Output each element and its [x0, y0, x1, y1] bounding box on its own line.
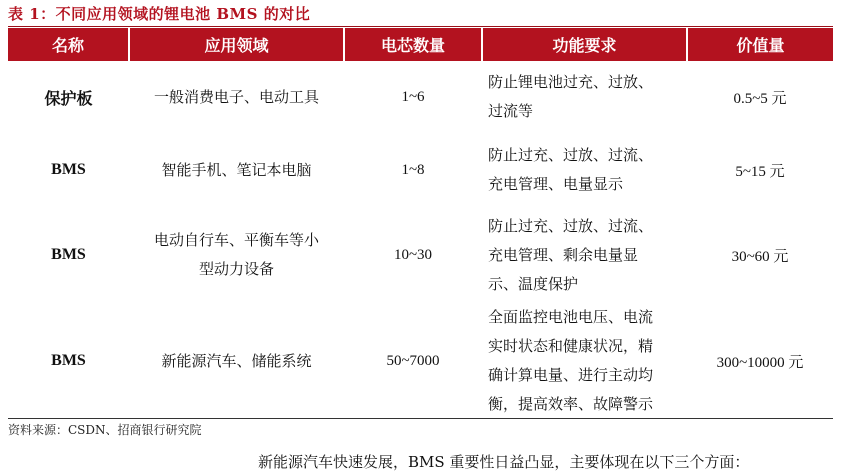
body-paragraph: 新能源汽车快速发展，BMS 重要性日益凸显，主要体现在以下三个方面：: [258, 453, 750, 471]
row-name: BMS: [51, 161, 86, 178]
source-note: 资料来源：CSDN、招商银行研究院: [8, 423, 202, 437]
row-application: 智能手机、笔记本电脑: [161, 160, 312, 179]
row-cell-count: 1~8: [401, 161, 425, 178]
row-function: 全面监控电池电压、电流 实时状态和健康状况，精 确计算电量、进行主动均 衡，提高效率、故障警示: [488, 308, 654, 413]
table-row: [8, 61, 833, 133]
row-value: 30~60 元: [731, 248, 789, 265]
table-row: [8, 133, 833, 207]
row-function: 防止锂电池过充、过放、 过流等: [488, 73, 654, 120]
row-application: 一般消费电子、电动工具: [153, 87, 319, 106]
row-function: 防止过充、过放、过流、 充电管理、电量显示: [488, 146, 654, 193]
row-name: BMS: [51, 352, 86, 369]
row-cell-count: 10~30: [393, 246, 433, 263]
row-value: 5~15 元: [735, 163, 785, 180]
row-name: BMS: [51, 246, 86, 263]
header-function: 功能要求: [482, 28, 687, 61]
row-application: 电动自行车、平衡车等小 型动力设备: [153, 231, 319, 278]
header-row: [8, 28, 833, 61]
row-cell-count: 50~7000: [386, 352, 440, 369]
row-value: 300~10000 元: [716, 354, 804, 371]
table-row: [8, 303, 833, 419]
bottom-rule: [8, 418, 833, 419]
row-value: 0.5~5 元: [733, 90, 787, 107]
comparison-table: [8, 28, 833, 419]
header-application: 应用领域: [129, 28, 344, 61]
header-cell-count: 电芯数量: [344, 28, 482, 61]
table-row: [8, 207, 833, 303]
header-name: 名称: [8, 28, 129, 61]
header-value: 价值量: [687, 28, 833, 61]
row-cell-count: 1~6: [401, 88, 425, 105]
row-name: 保护板: [44, 90, 93, 108]
row-application: 新能源汽车、储能系统: [161, 351, 312, 370]
row-function: 防止过充、过放、过流、 充电管理、剩余电量显 示、温度保护: [488, 216, 654, 293]
table-title: 表 1：不同应用领域的锂电池 BMS 的对比: [8, 5, 311, 23]
top-rule: [8, 26, 833, 27]
